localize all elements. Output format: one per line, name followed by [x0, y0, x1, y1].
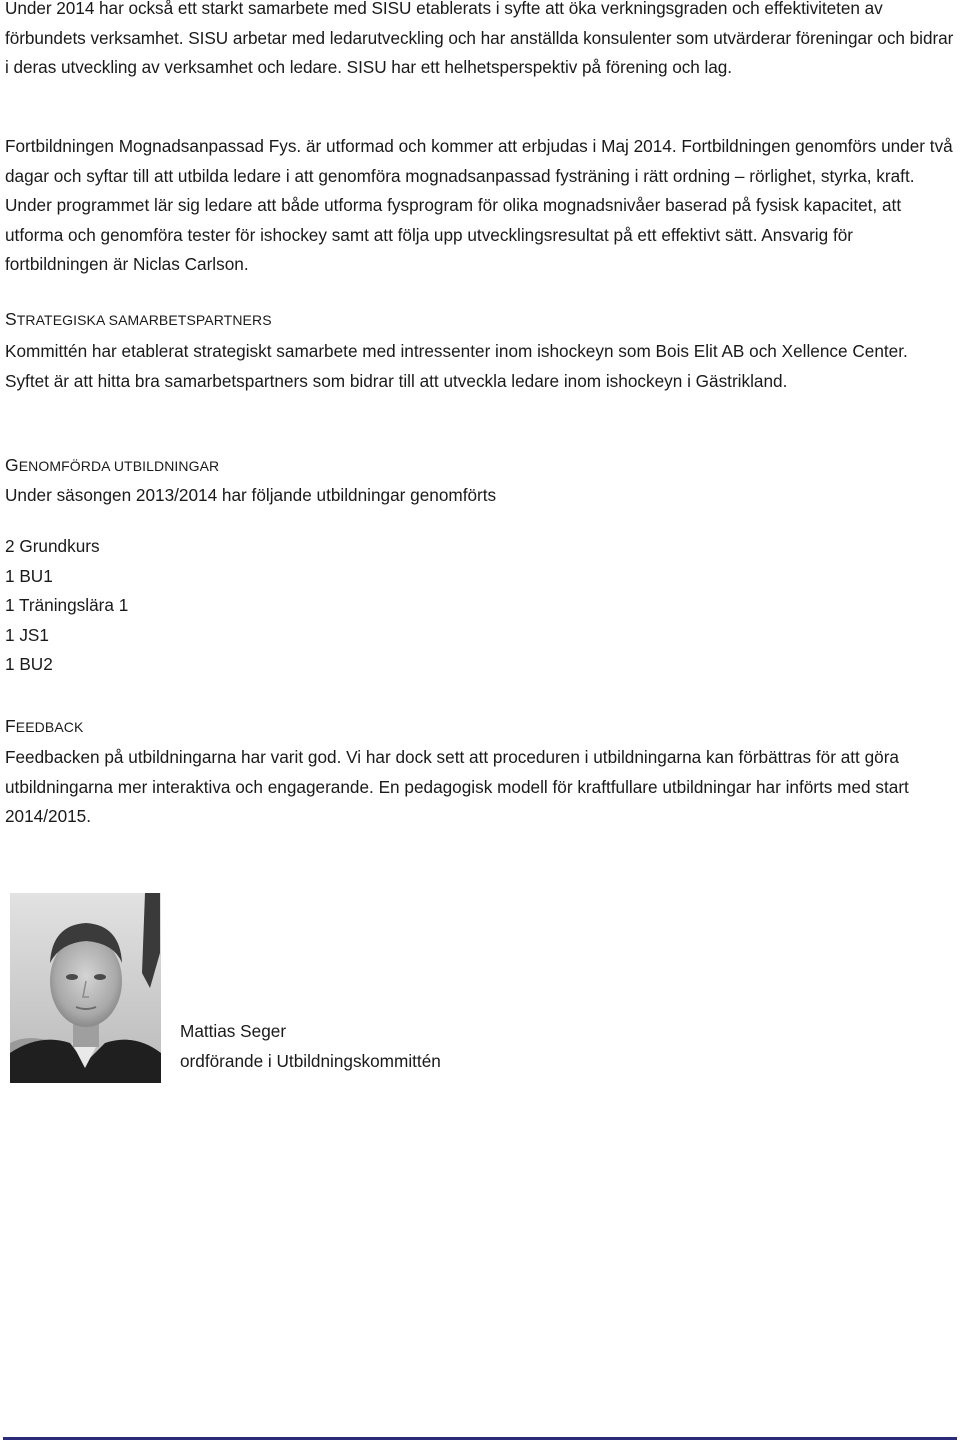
intro-paragraph: Under 2014 har också ett starkt samarbete med SISU etablerats i syfte att öka verkningsgraden och effektiviteten av förbundets verksamhet. SISU arbetar med ledarutveckling och har anställda konsulenter som utvärderar föreningar och bidrar i deras utveckling av verksamhet och ledare. SISU har ett helhetsperspektiv på förening och lag. — [5, 0, 954, 78]
signature-block — [180, 1016, 441, 1076]
portrait-photo — [10, 893, 161, 1083]
page-bottom-rule — [3, 1437, 957, 1440]
signature-title: ordförande i Utbildningskommittén — [180, 1051, 441, 1071]
list-item: 2 Grundkurs — [5, 536, 100, 556]
completed-courses-intro: Under säsongen 2013/2014 har följande utbildningar genomförts — [5, 485, 497, 505]
heading-completed-courses: GENOMFÖRDA UTBILDNINGAR — [5, 455, 220, 475]
list-item: 1 JS1 — [5, 624, 49, 645]
list-item: 1 Träningslära 1 — [5, 595, 129, 615]
heading-strategic-partners: STRATEGISKA SAMARBETSPARTNERS — [5, 309, 272, 329]
course-list — [5, 532, 128, 680]
list-item: 1 BU1 — [5, 565, 53, 586]
fys-paragraph: Fortbildningen Mognadsanpassad Fys. är utformad och kommer att erbjudas i Maj 2014. Fortbildningen genomförs under två dagar och syftar till att utbilda ledare i att genomföra mognadsanpassad fysträning i rätt ordning – rörlighet, styrka, kraft. Under programmet lär sig ledare att både utforma fysprogram för olika mognadsnivåer baserad på fysisk kapacitet, att utforma och genomföra tester för ishockey samt att följa upp utvecklingsresultat på ett effektivt sätt. Ansvarig för fortbildningen är Niclas Carlson. — [5, 136, 953, 275]
signature-name: Mattias Seger — [180, 1021, 287, 1041]
heading-feedback: FEEDBACK — [5, 716, 84, 736]
feedback-paragraph: Feedbacken på utbildningarna har varit god. Vi har dock sett att proceduren i utbildningarna kan förbättras för att göra utbildningarna mer interaktiva och engagerande. En pedagogisk modell för kraftfullare utbildningar har införts med start 2014/2015. — [5, 747, 909, 827]
list-item: 1 BU2 — [5, 654, 53, 674]
strategic-partners-paragraph: Kommittén har etablerat strategiskt samarbete med intressenter inom ishockeyn som Bois Elit AB och Xellence Center. Syftet är att hitta bra samarbetspartners som bidrar till att utveckla ledare inom ishockeyn i Gästrikland. — [5, 341, 908, 391]
